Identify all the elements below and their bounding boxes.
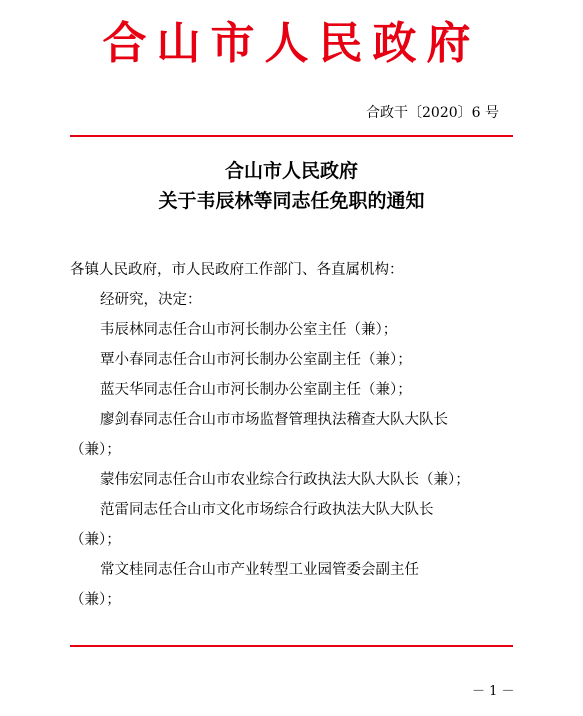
- page-number: － 1 －: [472, 684, 515, 699]
- document-number: 合政干〔2020〕6 号: [366, 105, 499, 121]
- footer-red-rule: [70, 645, 513, 647]
- appointment-line: 韦辰林同志任合山市河长制办公室主任（兼）；: [100, 322, 398, 338]
- appointment-line: 廖剑春同志任合山市市场监督管理执法稽查大队大队长: [100, 412, 448, 428]
- body-paragraph-line: 经研究，决定：: [100, 292, 202, 308]
- appointment-line: 蓝天华同志任合山市河长制办公室副主任（兼）；: [100, 382, 412, 398]
- appointment-line-continuation: （兼）；: [70, 592, 121, 608]
- document-title-line-1: 合山市人民政府: [224, 160, 358, 182]
- salutation-line: 各镇人民政府，市人民政府工作部门、各直属机构：: [70, 262, 404, 278]
- header-red-rule: [70, 135, 513, 137]
- appointment-line: 蒙伟宏同志任合山市农业综合行政执法大队大队长（兼）；: [100, 472, 470, 488]
- appointment-line-continuation: （兼）；: [70, 442, 121, 458]
- appointment-line: 覃小春同志任合山市河长制办公室副主任（兼）；: [100, 352, 412, 368]
- appointment-line: 范雷同志任合山市文化市场综合行政执法大队大队长: [100, 502, 434, 518]
- document-title-line-2: 关于韦辰林等同志任免职的通知: [158, 190, 425, 212]
- org-header-title: 合山市人民政府: [102, 18, 481, 69]
- appointment-line: 常文桂同志任合山市产业转型工业园管委会副主任: [100, 562, 419, 578]
- document-body: [70, 255, 513, 615]
- appointment-line-continuation: （兼）；: [70, 532, 121, 548]
